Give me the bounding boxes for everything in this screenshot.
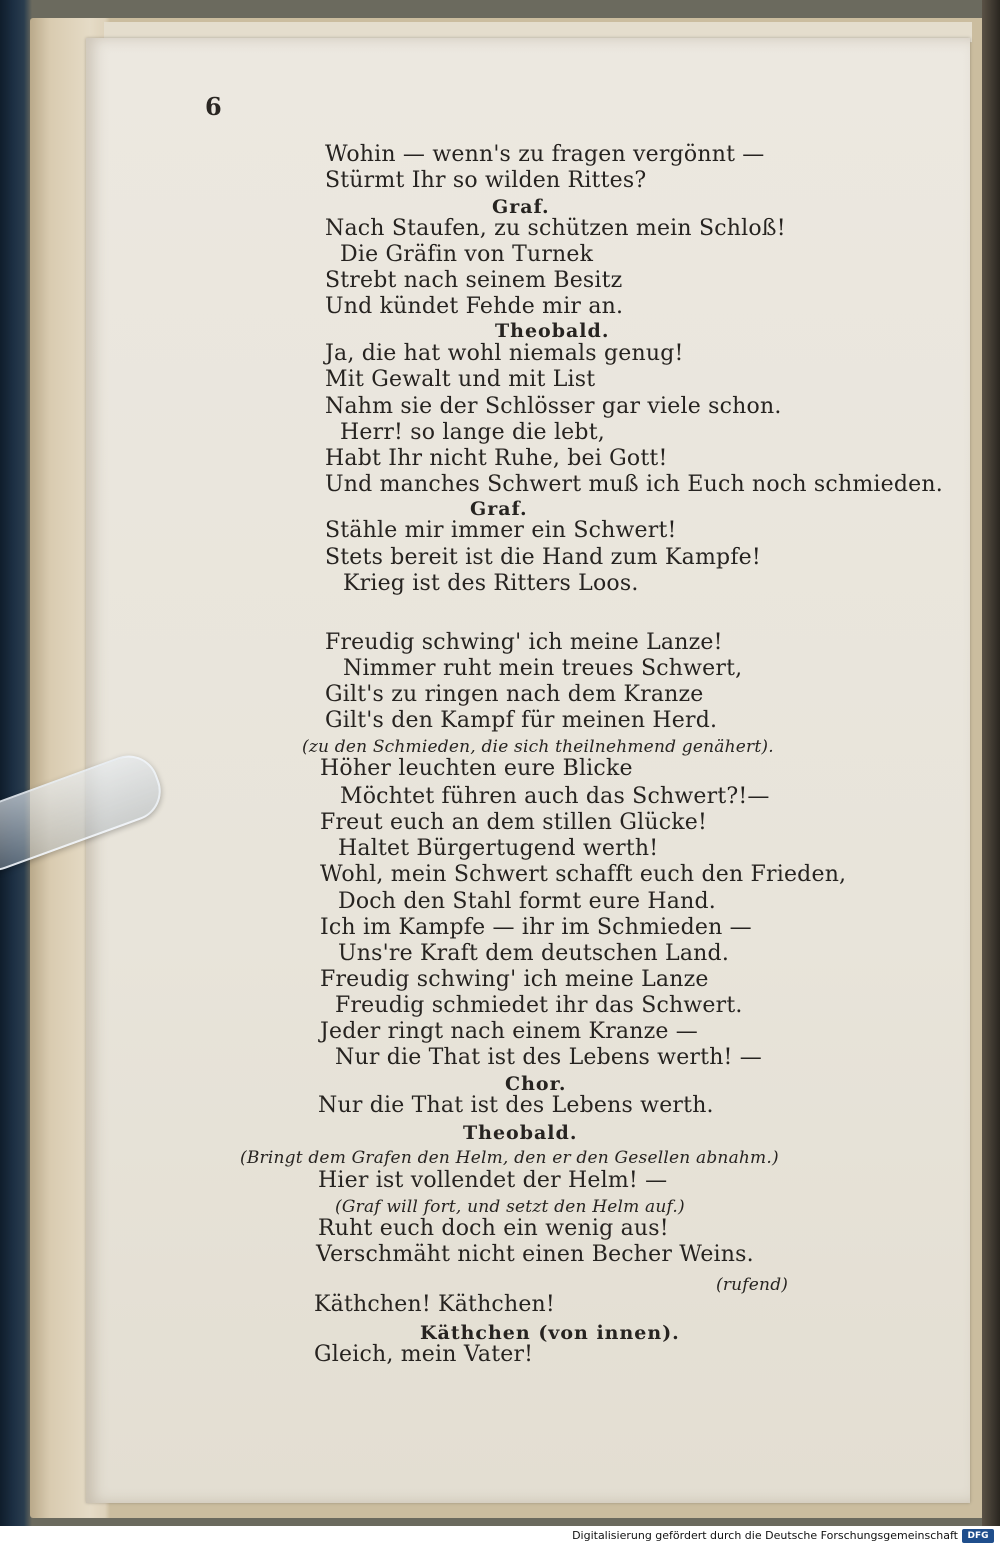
speaker-label: Theobald. bbox=[495, 320, 610, 342]
footer-credit: Digitalisierung gefördert durch die Deutsche Forschungsgemeinschaft bbox=[572, 1529, 958, 1542]
page-number: 6 bbox=[205, 92, 222, 121]
stage-direction: (Graf will fort, und setzt den Helm auf.) bbox=[335, 1197, 685, 1217]
verse-line: Höher leuchten eure Blicke bbox=[320, 756, 633, 781]
verse-line: Freut euch an dem stillen Glücke! bbox=[320, 810, 708, 835]
verse-line: Nahm sie der Schlösser gar viele schon. bbox=[325, 394, 782, 419]
verse-line: Und kündet Fehde mir an. bbox=[325, 294, 624, 319]
verse-line: Haltet Bürgertugend werth! bbox=[338, 836, 659, 861]
verse-line: Gilt's zu ringen nach dem Kranze bbox=[325, 682, 704, 707]
verse-line: Nur die That ist des Lebens werth! — bbox=[335, 1045, 762, 1070]
verse-line: Ruht euch doch ein wenig aus! bbox=[318, 1216, 669, 1241]
verse-line: Doch den Stahl formt eure Hand. bbox=[338, 889, 716, 914]
verse-line: Uns're Kraft dem deutschen Land. bbox=[338, 941, 730, 966]
verse-line: Die Gräfin von Turnek bbox=[340, 242, 594, 267]
verse-line: Ich im Kampfe — ihr im Schmieden — bbox=[320, 915, 752, 940]
speaker-label: Graf. bbox=[470, 498, 528, 520]
verse-line: Möchtet führen auch das Schwert?!— bbox=[340, 784, 770, 809]
verse-line: Habt Ihr nicht Ruhe, bei Gott! bbox=[325, 446, 668, 471]
verse-line: Gleich, mein Vater! bbox=[314, 1342, 534, 1367]
verse-line: Wohl, mein Schwert schafft euch den Frieden, bbox=[320, 862, 847, 887]
verse-line: Nur die That ist des Lebens werth. bbox=[318, 1093, 714, 1118]
verse-line: Gilt's den Kampf für meinen Herd. bbox=[325, 708, 718, 733]
verse-line: Ja, die hat wohl niemals genug! bbox=[325, 341, 684, 366]
verse-line: Stähle mir immer ein Schwert! bbox=[325, 518, 677, 543]
dfg-logo-icon: DFG bbox=[962, 1529, 994, 1543]
verse-line: Nach Staufen, zu schützen mein Schloß! bbox=[325, 216, 786, 241]
verse-line: Freudig schwing' ich meine Lanze bbox=[320, 967, 709, 992]
verse-line: Freudig schwing' ich meine Lanze! bbox=[325, 630, 723, 655]
speaker-label: Theobald. bbox=[463, 1122, 578, 1144]
speaker-label: Käthchen (von innen). bbox=[420, 1322, 680, 1344]
stage-direction: (Bringt dem Grafen den Helm, den er den Gesellen abnahm.) bbox=[240, 1148, 779, 1168]
speaker-label: Chor. bbox=[505, 1073, 567, 1095]
verse-line: Wohin — wenn's zu fragen vergönnt — bbox=[325, 142, 765, 167]
verse-line: Nimmer ruht mein treues Schwert, bbox=[343, 656, 743, 681]
verse-line: Jeder ringt nach einem Kranze — bbox=[320, 1019, 698, 1044]
verse-line: Hier ist vollendet der Helm! — bbox=[318, 1168, 668, 1193]
verse-line: Mit Gewalt und mit List bbox=[325, 367, 596, 392]
verse-line: Verschmäht nicht einen Becher Weins. bbox=[316, 1242, 754, 1267]
right-scan-edge bbox=[982, 0, 1000, 1526]
stage-direction: (zu den Schmieden, die sich theilnehmend genähert). bbox=[302, 737, 774, 757]
verse-line: Stürmt Ihr so wilden Rittes? bbox=[325, 168, 647, 193]
speaker-label: Graf. bbox=[492, 196, 550, 218]
verse-line: Herr! so lange die lebt, bbox=[340, 420, 605, 445]
stage-direction: (rufend) bbox=[716, 1275, 789, 1295]
verse-line: Und manches Schwert muß ich Euch noch schmieden. bbox=[325, 472, 943, 497]
footer-bar bbox=[0, 1526, 1000, 1546]
verse-line: Stets bereit ist die Hand zum Kampfe! bbox=[325, 545, 761, 570]
verse-line: Freudig schmiedet ihr das Schwert. bbox=[335, 993, 743, 1018]
verse-line: Krieg ist des Ritters Loos. bbox=[343, 571, 639, 596]
verse-line: Strebt nach seinem Besitz bbox=[325, 268, 623, 293]
verse-line: Käthchen! Käthchen! bbox=[314, 1292, 555, 1317]
